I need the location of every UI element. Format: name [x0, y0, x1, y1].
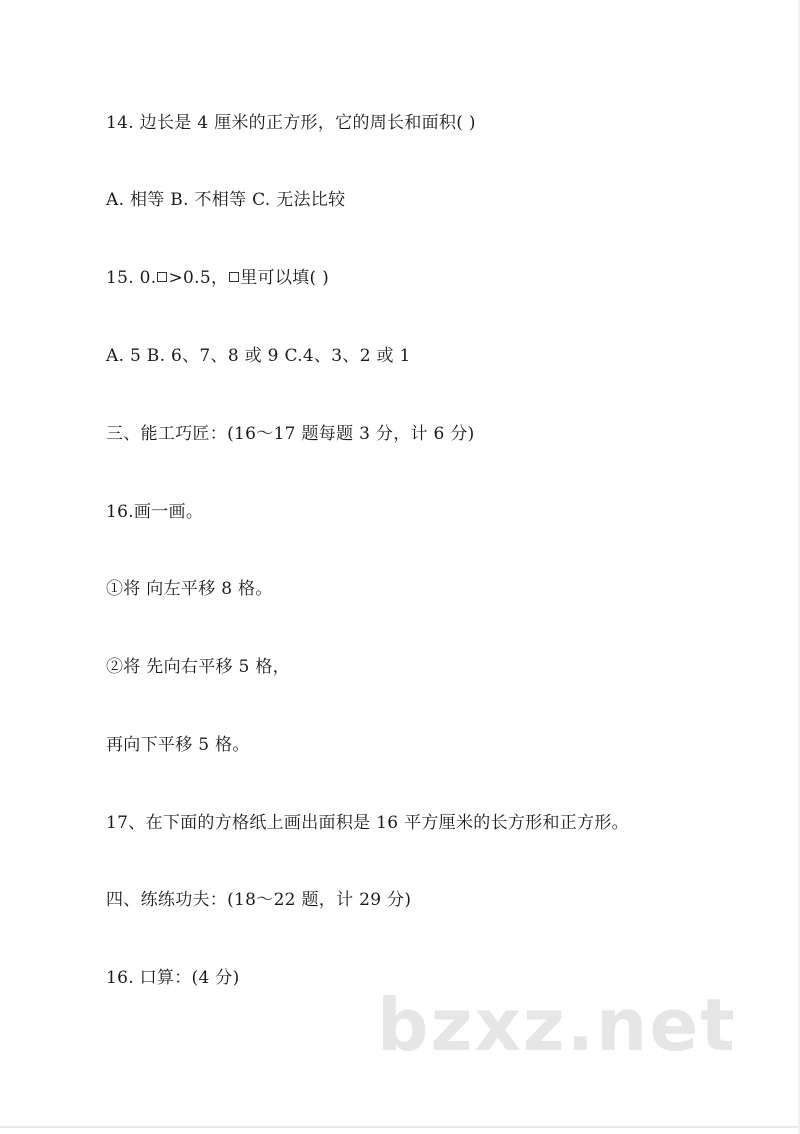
question-16-item-2: ②将 先向右平移 5 格，	[106, 657, 290, 677]
section-4-heading: 四、练练功夫：(18～22 题，计 29 分)	[106, 890, 412, 910]
question-16-item-2-continued: 再向下平移 5 格。	[106, 735, 250, 755]
page-bottom-edge	[0, 1126, 800, 1128]
question-15	[106, 267, 329, 289]
question-15-options: A. 5 B. 6、7、8 或 9 C.4、3、2 或 1	[106, 346, 411, 366]
question-15-suffix: 里可以填( )	[240, 268, 330, 288]
blank-box-icon	[229, 272, 239, 282]
question-14: 14. 边长是 4 厘米的正方形，它的周长和面积( )	[106, 113, 476, 133]
question-16-heading: 16.画一画。	[106, 502, 204, 522]
blank-box-icon	[157, 272, 167, 282]
question-15-middle: >0.5，	[168, 268, 229, 288]
question-17: 17、在下面的方格纸上画出面积是 16 平方厘米的长方形和正方形。	[106, 813, 629, 833]
oral-calculation-heading: 16. 口算：(4 分)	[106, 968, 240, 988]
section-3-heading: 三、能工巧匠：(16～17 题每题 3 分，计 6 分)	[106, 424, 475, 444]
question-15-prefix: 15. 0.	[106, 268, 157, 288]
question-16-item-1: ①将 向左平移 8 格。	[106, 579, 273, 599]
question-14-options: A. 相等 B. 不相等 C. 无法比较	[106, 190, 346, 210]
watermark: bzxz.net	[377, 983, 737, 1067]
